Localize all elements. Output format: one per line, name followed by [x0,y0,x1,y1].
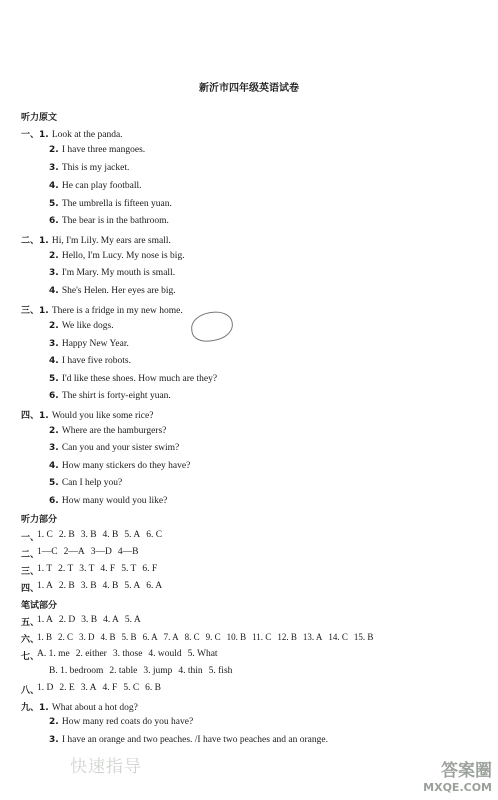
answers-one: 1. C 2. B 3. B 4. B 5. A 6. C [37,530,163,540]
answer-nine-3: 3. I have an orange and two peaches. /I have two peaches and an orange. [49,735,328,745]
listen-text-2-3: 3. I'm Mary. My mouth is small. [49,268,176,278]
watermark-logo-title: 答案圈 [441,761,492,781]
answers-five: 1. A 2. D 3. B 4. A 5. A [37,615,141,625]
answer-row-seven: 七、 [21,652,40,662]
listen-text-4-2: 2. Where are the hamburgers? [49,426,167,436]
stamp-mark [189,309,235,344]
answers-three: 1. T 2. T 3. T 4. F 5. T 6. F [37,564,158,574]
listen-text-3-2: 2. We like dogs. [49,321,114,331]
listen-text-3-1: 三、1. There is a fridge in my new home. [21,306,183,316]
watermark-text: 快速指导 [70,757,142,777]
listen-text-1-6: 6. The bear is in the bathroom. [49,216,169,226]
answers-six: 1. B 2. C 3. D 4. B 5. B 6. A 7. A 8. C 9. C 10. B 11. C 12. B 13. A 14. C 15. B [37,632,374,642]
listen-text-3-4: 4. I have five robots. [49,356,131,366]
watermark-logo [423,756,492,794]
listen-text-1-2: 2. I have three mangoes. [49,145,146,155]
answers-seven-a: A. 1. me 2. either 3. those 4. would 5. What [37,649,218,659]
listen-text-1-5: 5. The umbrella is fifteen yuan. [49,199,172,209]
listen-text-4-4: 4. How many stickers do they have? [49,461,191,471]
listen-text-2-4: 4. She's Helen. Her eyes are big. [49,286,176,296]
page-title: 新沂市四年级英语试卷 [199,83,299,94]
answer-row-two: 二、 [21,550,40,560]
listen-text-2-2: 2. Hello, I'm Lucy. My nose is big. [49,251,185,261]
listen-text-1-1: 一、1. Look at the panda. [21,130,123,140]
answer-row-one: 一、 [21,533,40,543]
listen-text-4-1: 四、1. Would you like some rice? [21,411,154,421]
listen-text-4-5: 5. Can I help you? [49,478,123,488]
answers-eight: 1. D 2. E 3. A 4. F 5. C 6. B [37,683,162,693]
answer-row-five: 五、 [21,618,40,628]
answer-nine-2: 2. How many red coats do you have? [49,717,194,727]
answer-row-six: 六、 [21,635,40,645]
listen-text-3-5: 5. I'd like these shoes. How much are they? [49,374,218,384]
answers-seven-b: B. 1. bedroom 2. table 3. jump 4. thin 5. fish [49,666,233,676]
answers-two: 1—C 2—A 3—D 4—B [37,547,139,557]
listen-text-4-3: 3. Can you and your sister swim? [49,443,180,453]
listen-text-2-1: 二、1. Hi, I'm Lily. My ears are small. [21,236,171,246]
answer-nine-1: 九、1. What about a hot dog? [21,703,138,713]
watermark-logo-url: MXQE.COM [423,781,492,794]
section-listening-text: 听力原文 [21,113,58,123]
listen-text-3-6: 6. The shirt is forty-eight yuan. [49,391,171,401]
answer-row-four: 四、 [21,584,40,594]
section-listening-part: 听力部分 [21,515,58,525]
answer-row-three: 三、 [21,567,40,577]
listen-text-1-3: 3. This is my jacket. [49,163,130,173]
listen-text-4-6: 6. How many would you like? [49,496,168,506]
answer-row-eight: 八、 [21,686,40,696]
section-written-part: 笔试部分 [21,601,58,611]
answers-four: 1. A 2. B 3. B 4. B 5. A 6. A [37,581,163,591]
listen-text-1-4: 4. He can play football. [49,181,142,191]
listen-text-3-3: 3. Happy New Year. [49,339,129,349]
